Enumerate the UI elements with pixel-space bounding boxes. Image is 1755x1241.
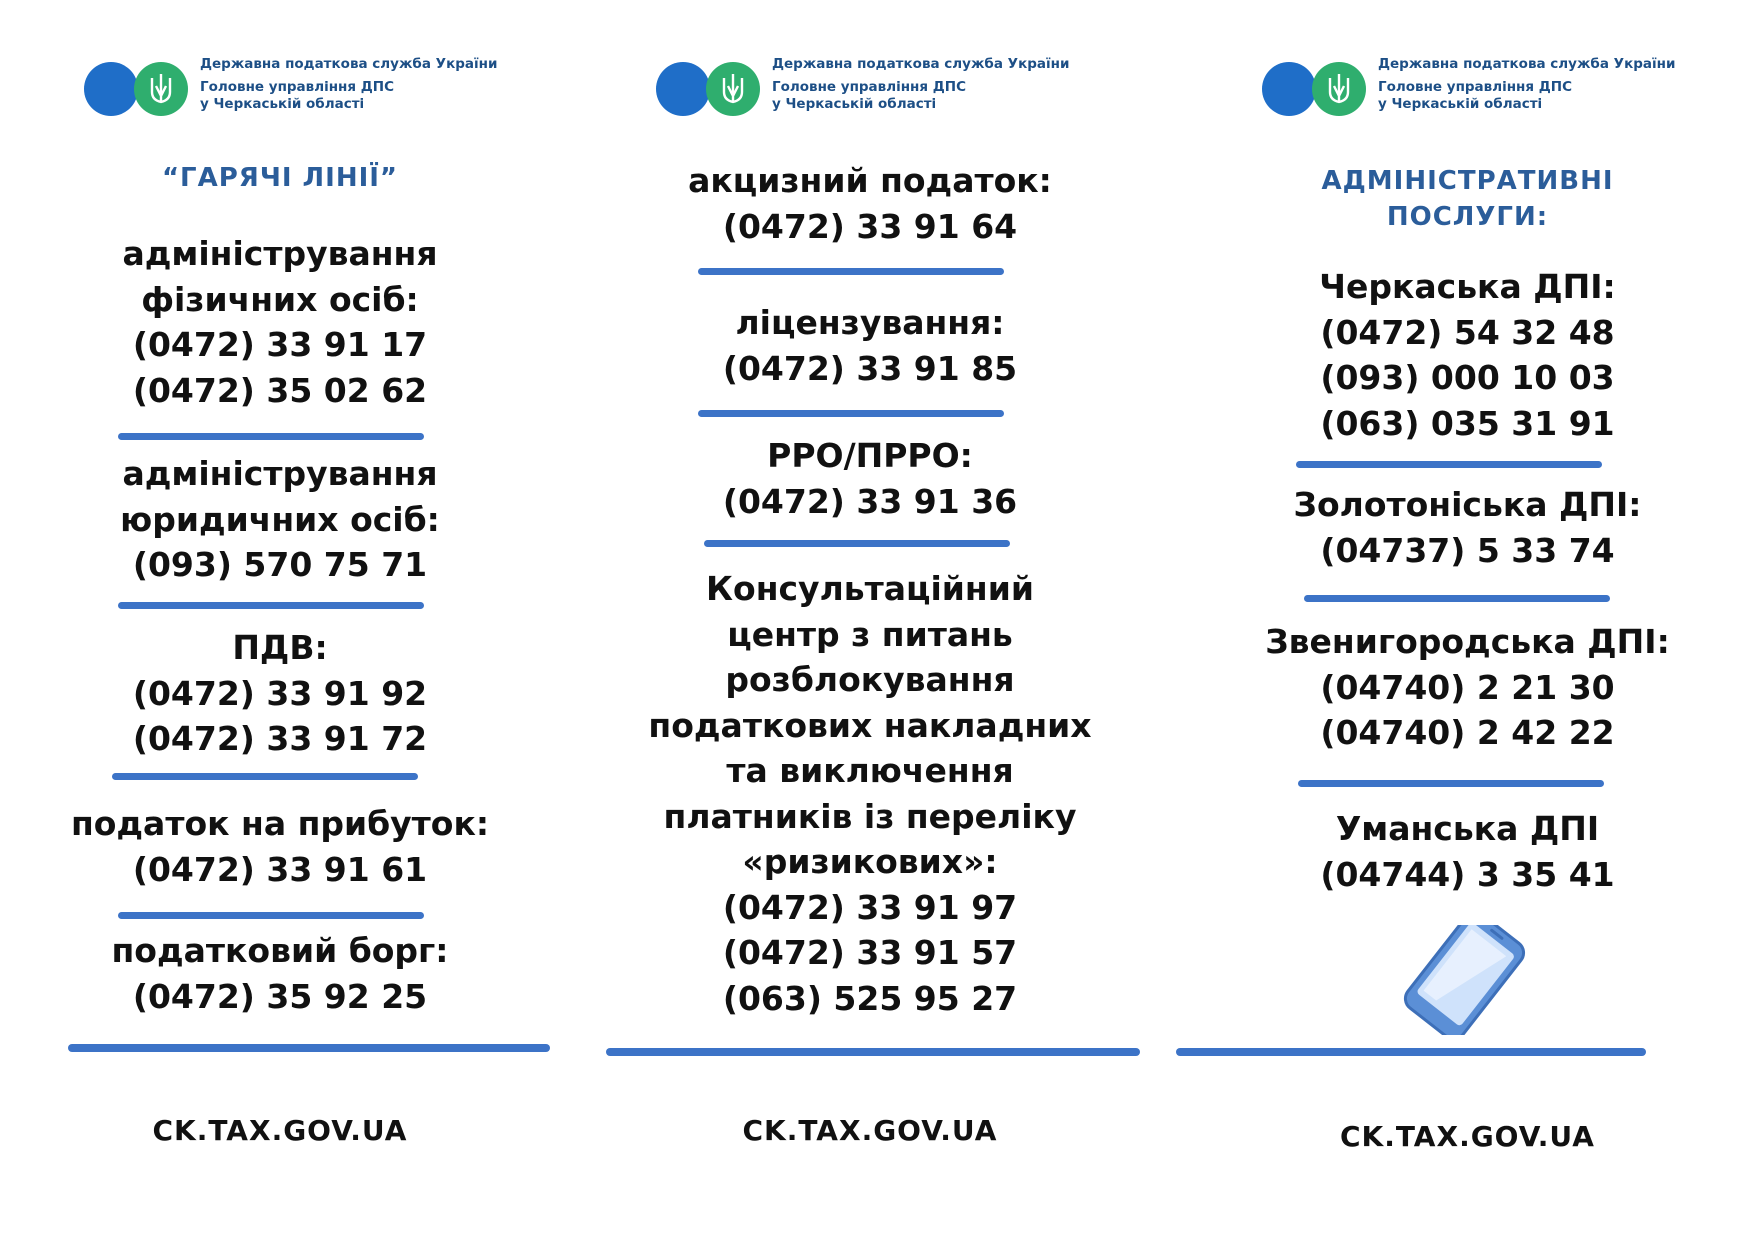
section-cherkasy <box>1180 264 1755 446</box>
section-individuals <box>0 231 560 413</box>
hotlines-heading: “ГАРЯЧІ ЛІНІЇ” <box>161 163 399 193</box>
separator <box>698 410 1004 417</box>
phone-number: (0472) 33 91 17 <box>132 325 428 364</box>
column-more-hotlines <box>580 0 1160 1241</box>
org-line-1: Державна податкова служба України <box>1378 56 1676 72</box>
column-admin-services <box>1180 0 1755 1241</box>
org-line-3: у Черкаській області <box>772 96 937 112</box>
section-zolotonosha <box>1180 482 1755 573</box>
column-hotlines <box>0 0 560 1241</box>
section-title: юридичних осіб: <box>120 499 440 539</box>
admin-services-heading <box>1180 163 1755 235</box>
section-title: розблокування <box>725 660 1015 699</box>
phone-number: (04737) 5 33 74 <box>1320 530 1615 570</box>
section-profit-tax <box>0 801 560 892</box>
phone-number: (04744) 3 35 41 <box>1320 854 1615 894</box>
section-title: центр з питань <box>727 614 1013 654</box>
section-consultation-center <box>580 566 1160 1021</box>
separator <box>112 773 418 780</box>
section-legal-entities <box>0 451 560 588</box>
section-title: податкових накладних <box>648 705 1092 745</box>
section-title: Консультаційний <box>706 569 1034 608</box>
logo-blue-circle <box>656 62 710 116</box>
section-excise-tax <box>580 158 1160 249</box>
smartphone-icon <box>1400 925 1540 1039</box>
phone-number: (0472) 33 91 61 <box>132 849 428 889</box>
section-vat <box>0 625 560 762</box>
phone-number: (0472) 35 92 25 <box>132 976 428 1016</box>
phone-number: (063) 035 31 91 <box>1320 403 1615 443</box>
org-line-2: Головне управління ДПС <box>200 79 394 95</box>
phone-number: (04740) 2 21 30 <box>1320 667 1615 707</box>
section-title: платників із переліку <box>663 796 1077 836</box>
phone-number: (063) 525 95 27 <box>722 978 1018 1018</box>
separator <box>1304 595 1610 602</box>
phone-number: (04740) 2 42 22 <box>1320 713 1615 752</box>
section-zvenyhorodka <box>1180 619 1755 756</box>
phone-number: (0472) 33 91 72 <box>132 719 428 758</box>
phone-number: (093) 000 10 03 <box>1320 358 1615 397</box>
phone-number: (0472) 35 02 62 <box>132 370 428 410</box>
site-link[interactable]: CK.TAX.GOV.UA <box>1340 1120 1595 1153</box>
phone-number: (0472) 33 91 64 <box>722 206 1018 246</box>
phone-number: (093) 570 75 71 <box>132 545 428 584</box>
separator <box>118 602 424 609</box>
section-title: ліцензування: <box>735 303 1005 342</box>
section-title: податок на прибуток: <box>70 804 490 843</box>
site-link[interactable]: CK.TAX.GOV.UA <box>742 1114 998 1147</box>
org-name <box>772 56 1192 113</box>
org-line-2: Головне управління ДПС <box>1378 79 1572 95</box>
separator <box>118 433 424 440</box>
org-name <box>1378 56 1755 113</box>
org-line-3: у Черкаській області <box>1378 96 1543 112</box>
heading-line-2: ПОСЛУГИ: <box>1386 202 1549 232</box>
trident-icon <box>706 62 760 116</box>
trident-icon <box>1312 62 1366 116</box>
phone-number: (0472) 33 91 36 <box>722 481 1018 521</box>
phone-number: (0472) 33 91 85 <box>722 348 1018 388</box>
separator <box>1298 780 1604 787</box>
phone-number: (0472) 33 91 57 <box>722 933 1018 972</box>
separator <box>1296 461 1602 468</box>
phone-number: (0472) 54 32 48 <box>1320 312 1615 352</box>
section-title: податковий борг: <box>111 931 449 970</box>
bottom-separator <box>1176 1048 1646 1056</box>
logo-blue-circle <box>84 62 138 116</box>
org-line-2: Головне управління ДПС <box>772 79 966 95</box>
section-tax-debt <box>0 928 560 1019</box>
org-line-1: Державна податкова служба України <box>772 56 1070 72</box>
section-title: адміністрування <box>122 234 438 273</box>
section-title: «ризикових»: <box>742 842 998 881</box>
phone-number: (0472) 33 91 97 <box>722 887 1018 927</box>
logo-blue-circle <box>1262 62 1316 116</box>
section-title: Звенигородська ДПІ: <box>1265 622 1670 661</box>
section-title: фізичних осіб: <box>141 279 419 319</box>
section-title: адміністрування <box>122 454 438 493</box>
section-rro <box>580 433 1160 524</box>
org-name <box>200 56 620 113</box>
section-title: Черкаська ДПІ: <box>1319 267 1616 306</box>
section-title: та виключення <box>726 751 1014 790</box>
bottom-separator <box>68 1044 550 1052</box>
section-uman <box>1180 806 1755 897</box>
section-title: ПДВ: <box>232 628 328 667</box>
section-licensing <box>580 300 1160 391</box>
section-title: Уманська ДПІ <box>1335 809 1600 848</box>
separator <box>118 912 424 919</box>
org-line-1: Державна податкова служба України <box>200 56 498 72</box>
section-title: Золотоніська ДПІ: <box>1293 485 1642 524</box>
heading-line-1: АДМІНІСТРАТИВНІ <box>1321 166 1614 196</box>
org-line-3: у Черкаській області <box>200 96 365 112</box>
phone-number: (0472) 33 91 92 <box>132 673 428 713</box>
separator <box>698 268 1004 275</box>
trident-icon <box>134 62 188 116</box>
bottom-separator <box>606 1048 1140 1056</box>
section-title: РРО/ПРРО: <box>767 436 973 475</box>
separator <box>704 540 1010 547</box>
site-link[interactable]: CK.TAX.GOV.UA <box>152 1114 408 1147</box>
section-title: акцизний податок: <box>688 161 1052 200</box>
